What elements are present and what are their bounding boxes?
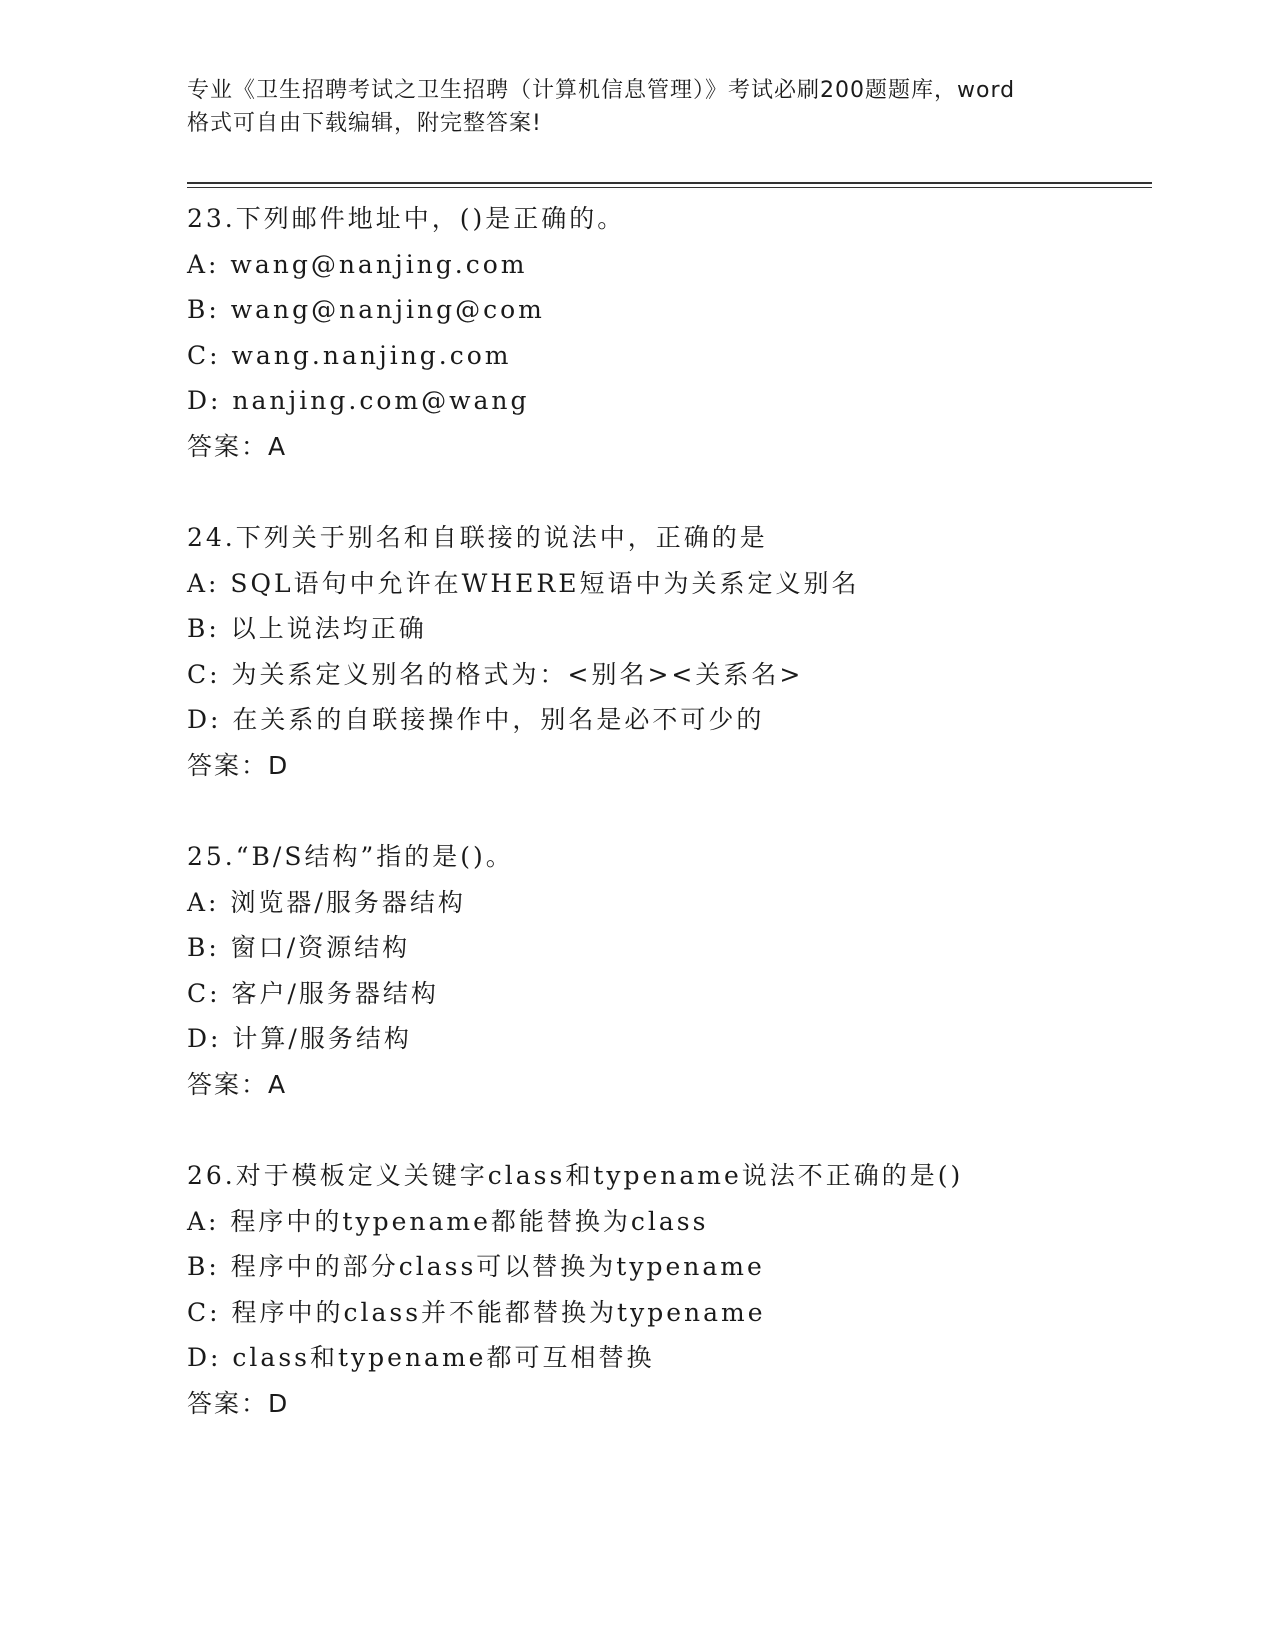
option-a: A: 浏览器/服务器结构 (187, 887, 466, 917)
question-23 (187, 196, 1152, 469)
header-divider (187, 182, 1152, 188)
option-b: B: 窗口/资源结构 (187, 933, 411, 962)
option-a: A: wang@nanjing.com (187, 249, 528, 279)
question-stem: 24.下列关于别名和自联接的说法中，正确的是 (187, 523, 768, 552)
option-c: C: wang.nanjing.com (187, 340, 512, 370)
answer: 答案：D (187, 750, 290, 780)
option-c: C: 为关系定义别名的格式为：<别名><关系名> (187, 659, 804, 689)
option-b: B: 程序中的部分class可以替换为typename (187, 1252, 765, 1281)
header-line-2: 格式可自由下载编辑，附完整答案! (187, 111, 542, 136)
question-stem: 23.下列邮件地址中，()是正确的。 (187, 204, 626, 233)
option-b: B: wang@nanjing@com (187, 295, 545, 324)
question-26 (187, 1153, 1152, 1426)
option-d: D: 在关系的自联接操作中，别名是必不可少的 (187, 705, 765, 734)
answer: 答案：A (187, 1069, 288, 1099)
option-d: D: 计算/服务结构 (187, 1024, 412, 1053)
option-b: B: 以上说法均正确 (187, 614, 427, 643)
document-header (187, 74, 1152, 140)
header-line-1: 专业《卫生招聘考试之卫生招聘（计算机信息管理）》考试必刷200题题库，word (187, 78, 1016, 103)
option-a: A: SQL语句中允许在WHERE短语中为关系定义别名 (187, 568, 860, 598)
option-d: D: class和typename都可互相替换 (187, 1343, 655, 1372)
question-stem: 26.对于模板定义关键字class和typename说法不正确的是() (187, 1161, 964, 1190)
document-page (187, 74, 1152, 1426)
option-c: C: 程序中的class并不能都替换为typename (187, 1297, 766, 1327)
answer: 答案：D (187, 1388, 290, 1418)
option-a: A: 程序中的typename都能替换为class (187, 1206, 709, 1236)
option-c: C: 客户/服务器结构 (187, 978, 439, 1008)
answer: 答案：A (187, 431, 288, 461)
question-25 (187, 834, 1152, 1107)
question-24 (187, 515, 1152, 788)
option-d: D: nanjing.com@wang (187, 386, 530, 415)
question-stem: 25.“B/S结构”指的是()。 (187, 842, 514, 871)
